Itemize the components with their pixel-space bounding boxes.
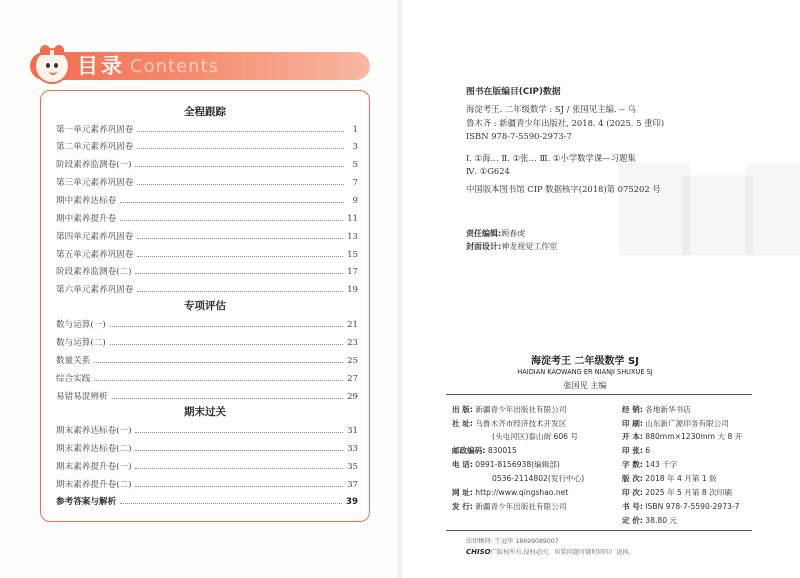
pub-info: 印 张: 6: [622, 446, 651, 455]
cip-line: 鲁木齐 : 新疆青少年出版社, 2018. 4 (2025. 5 重印): [466, 118, 665, 128]
toc-entry-answers[interactable]: 参考答案与解析 39: [56, 497, 358, 507]
book-author: 张国见 主编: [563, 381, 607, 390]
toc-entry[interactable]: 阶段素养监测卷(二) 17: [56, 267, 358, 277]
pub-info: 开 本: 880mm×1230mm 大 8 开: [622, 432, 743, 441]
toc-entry[interactable]: 期末素养提升卷(一) 35: [56, 462, 358, 472]
legal-advisor: 法律顾问: 王冠华 18699089007: [466, 538, 559, 545]
toc-entry[interactable]: 期中素养提升卷 11: [56, 214, 358, 224]
page-gutter: [396, 0, 404, 578]
cip-line: 中国版本图书馆 CIP 数据核字(2018)第 075202 号: [466, 184, 661, 194]
toc-entry[interactable]: 阶段素养监测卷(一) 5: [56, 160, 358, 170]
section-title-tracking: 全程跟踪: [184, 106, 226, 118]
pub-info: 经 销: 各地新华书店: [622, 405, 691, 414]
toc-entry[interactable]: 易错易混辨析 29: [56, 392, 358, 402]
divider-top: [446, 394, 752, 395]
cip-line: Ⅰ. ①海… Ⅱ. ①张… Ⅲ. ①小学数学课—习题集: [466, 153, 636, 163]
mascot-icon: [34, 48, 70, 84]
pub-info: 社 址: 乌鲁木齐市经济技术开发区: [452, 419, 567, 428]
pub-info: 书 号: ISBN 978-7-5590-2973-7: [622, 502, 740, 511]
pub-info: 邮政编码: 830015: [452, 446, 517, 455]
pub-info: 字 数: 143 千字: [622, 460, 678, 469]
pub-info: 0536-2114802(发行中心): [492, 474, 585, 483]
toc-entry[interactable]: 期中素养达标卷 9: [56, 196, 358, 206]
pub-info: 出 版: 新疆青少年出版社有限公司: [452, 405, 567, 414]
toc-entry[interactable]: 第五单元素养巩固卷 15: [56, 250, 358, 260]
pub-info: 网 址: http://www.qingshao.net: [452, 488, 569, 497]
toc-entry[interactable]: 数与运算(一) 21: [56, 320, 358, 330]
toc-entry[interactable]: 期末素养达标卷(一) 31: [56, 426, 358, 436]
rights-notice: CHISO广版权所有,侵权必究。印装问题可随时同印厂退换。: [466, 548, 635, 556]
pub-info: 印 刷: 山东新广源印务有限公司: [622, 419, 729, 428]
toc-entry[interactable]: 第四单元素养巩固卷 13: [56, 232, 358, 242]
book-title-pinyin: HAIDIAN KAOWANG ER NIANJI SHUXUE SJ: [517, 368, 653, 376]
section-title-special: 专项评估: [184, 300, 226, 312]
pub-info: (头屯河区)泰山街 606 号: [492, 432, 578, 441]
divider-bottom: [446, 530, 752, 531]
toc-entry[interactable]: 第二单元素养巩固卷 3: [56, 142, 358, 152]
pub-info: 版 次: 2018 年 4 月第 1 版: [622, 474, 717, 483]
toc-entry[interactable]: 期末素养达标卷(二) 33: [56, 444, 358, 454]
book-title: 海淀考王 二年级数学 SJ: [531, 356, 639, 367]
cip-line: ISBN 978-7-5590-2973-7: [466, 131, 572, 141]
cip-line: Ⅳ. ①G624: [466, 166, 510, 176]
contents-title: 目录: [77, 54, 125, 78]
contents-title-english: Contents: [130, 56, 219, 77]
pub-info: 定 价: 38.80 元: [622, 516, 678, 525]
cip-line: 海淀考王. 二年级数学 : SJ / 张国见主编. -- 乌: [466, 104, 636, 114]
pub-info: 印 次: 2025 年 5 月第 8 次印刷: [622, 488, 732, 497]
toc-entry[interactable]: 第六单元素养巩固卷 19: [56, 285, 358, 295]
toc-entry[interactable]: 期末素养提升卷(二) 37: [56, 480, 358, 490]
design-credit: 封面设计:神龙视觉工作室: [466, 242, 558, 251]
editor-credit: 责任编辑:顾春虎: [466, 229, 526, 238]
toc-entry[interactable]: 数量关系 25: [56, 356, 358, 366]
toc-entry[interactable]: 第一单元素养巩固卷 1: [56, 125, 358, 135]
cip-title: 图书在版编目(CIP)数据: [466, 87, 561, 97]
show-through-watermark: [620, 150, 800, 255]
pub-info: 发 行: 新疆青少年出版社有限公司: [452, 502, 567, 511]
publisher-logo: CHISO: [466, 548, 491, 556]
section-title-final: 期末过关: [184, 406, 226, 418]
toc-entry[interactable]: 第三单元素养巩固卷 7: [56, 178, 358, 188]
toc-entry[interactable]: 数与运算(二) 23: [56, 338, 358, 348]
pub-info: 电 话: 0991-8156938(编辑部): [452, 460, 560, 469]
toc-entry[interactable]: 综合实践 27: [56, 374, 358, 384]
